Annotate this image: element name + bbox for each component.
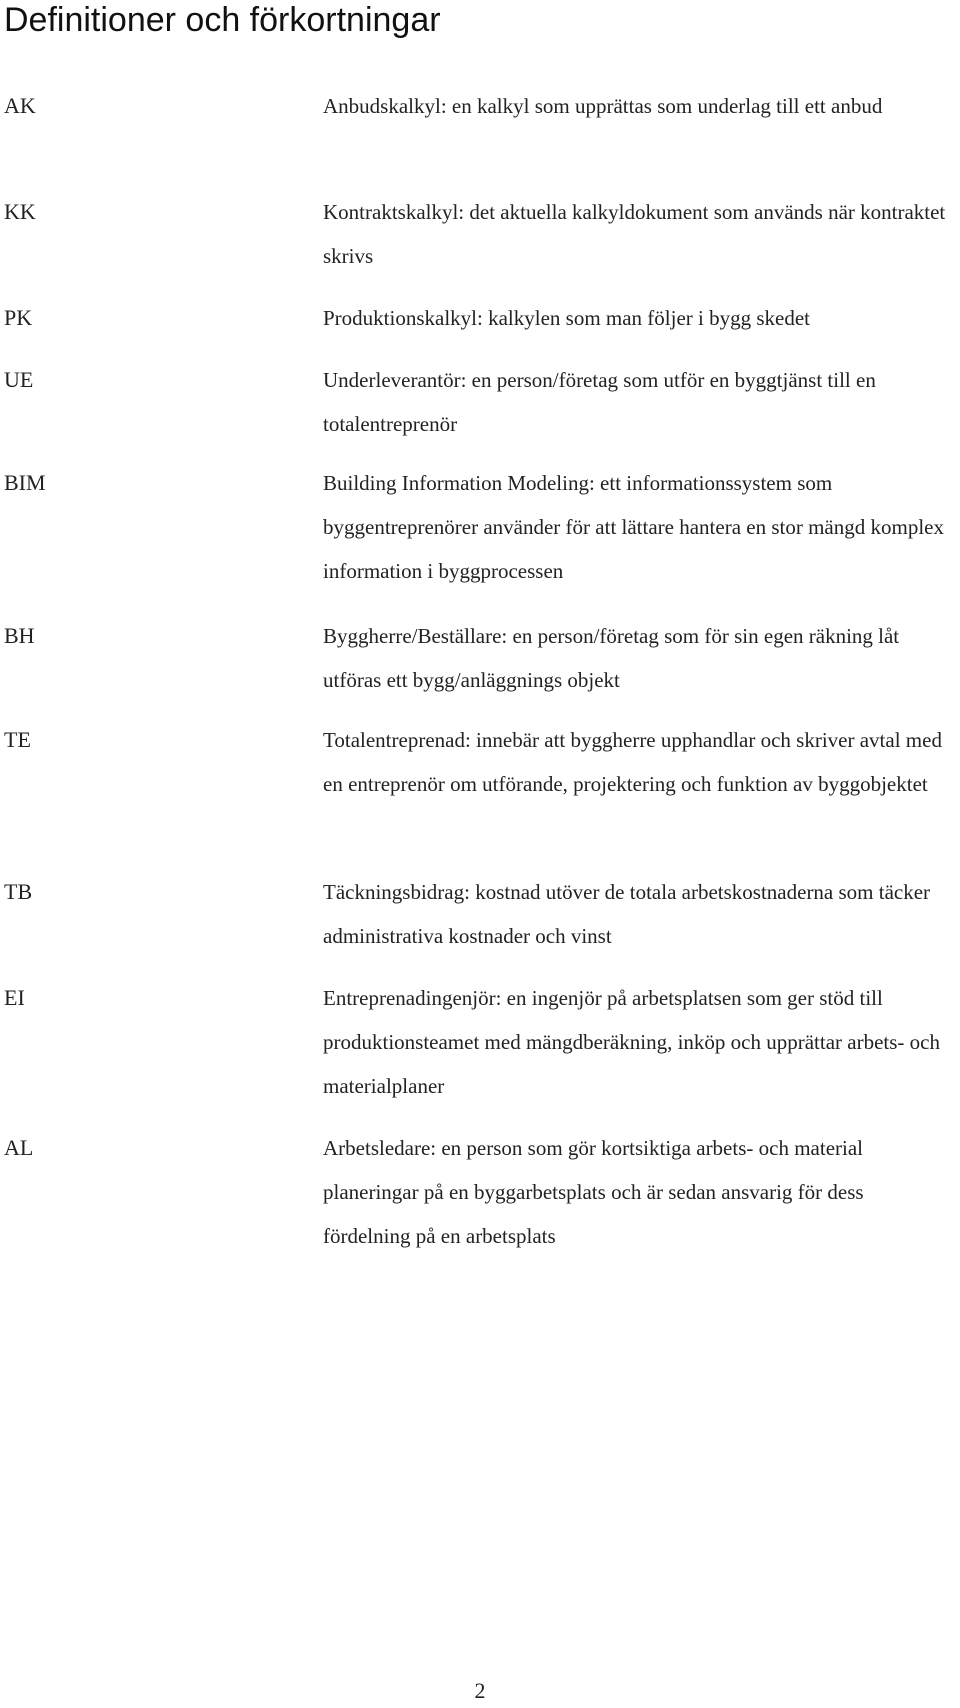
term-definition: Entreprenadingenjör: en ingenjör på arbetsplatsen som ger stöd till produktionsteamet med mängdberäkning, inköp och upprättar arbets- och materialplaner — [323, 986, 940, 1098]
term-definition: Arbetsledare: en person som gör kortsiktiga arbets- och material planeringar på en byggarbetsplats och är sedan ansvarig för dess fördelning på en arbetsplats — [323, 1136, 864, 1248]
term-abbreviation: BIM — [4, 470, 46, 495]
term-abbreviation: TE — [4, 727, 31, 752]
term-definition: Kontraktskalkyl: det aktuella kalkyldokument som används när kontraktet skrivs — [323, 200, 946, 268]
term-definition: Totalentreprenad: innebär att byggherre upphandlar och skriver avtal med en entreprenör om utförande, projektering och funktion av byggobjektet — [323, 728, 942, 796]
page-title: Definitioner och förkortningar — [4, 1, 441, 39]
term-definition: Produktionskalkyl: kalkylen som man följer i bygg skedet — [323, 306, 811, 330]
term-definition: Byggherre/Beställare: en person/företag som för sin egen räkning låt utföras ett bygg/anläggnings objekt — [323, 624, 900, 692]
term-abbreviation: EI — [4, 985, 25, 1010]
term-definition: Anbudskalkyl: en kalkyl som upprättas som underlag till ett anbud — [323, 94, 883, 118]
term-abbreviation: BH — [4, 623, 35, 648]
term-abbreviation: KK — [4, 199, 36, 224]
term-definition: Underleverantör: en person/företag som utför en byggtjänst till en totalentreprenör — [323, 368, 876, 436]
term-abbreviation: PK — [4, 305, 33, 330]
term-abbreviation: AL — [4, 1135, 34, 1160]
term-definition: Täckningsbidrag: kostnad utöver de totala arbetskostnaderna som täcker administrativa kostnader och vinst — [323, 880, 931, 948]
page-number: 2 — [474, 1678, 486, 1703]
term-abbreviation: TB — [4, 879, 33, 904]
term-abbreviation: UE — [4, 367, 34, 392]
term-definition: Building Information Modeling: ett informationssystem som byggentreprenörer använder för att lättare hantera en stor mängd komplex information i byggprocessen — [323, 471, 944, 583]
term-abbreviation: AK — [4, 93, 36, 118]
